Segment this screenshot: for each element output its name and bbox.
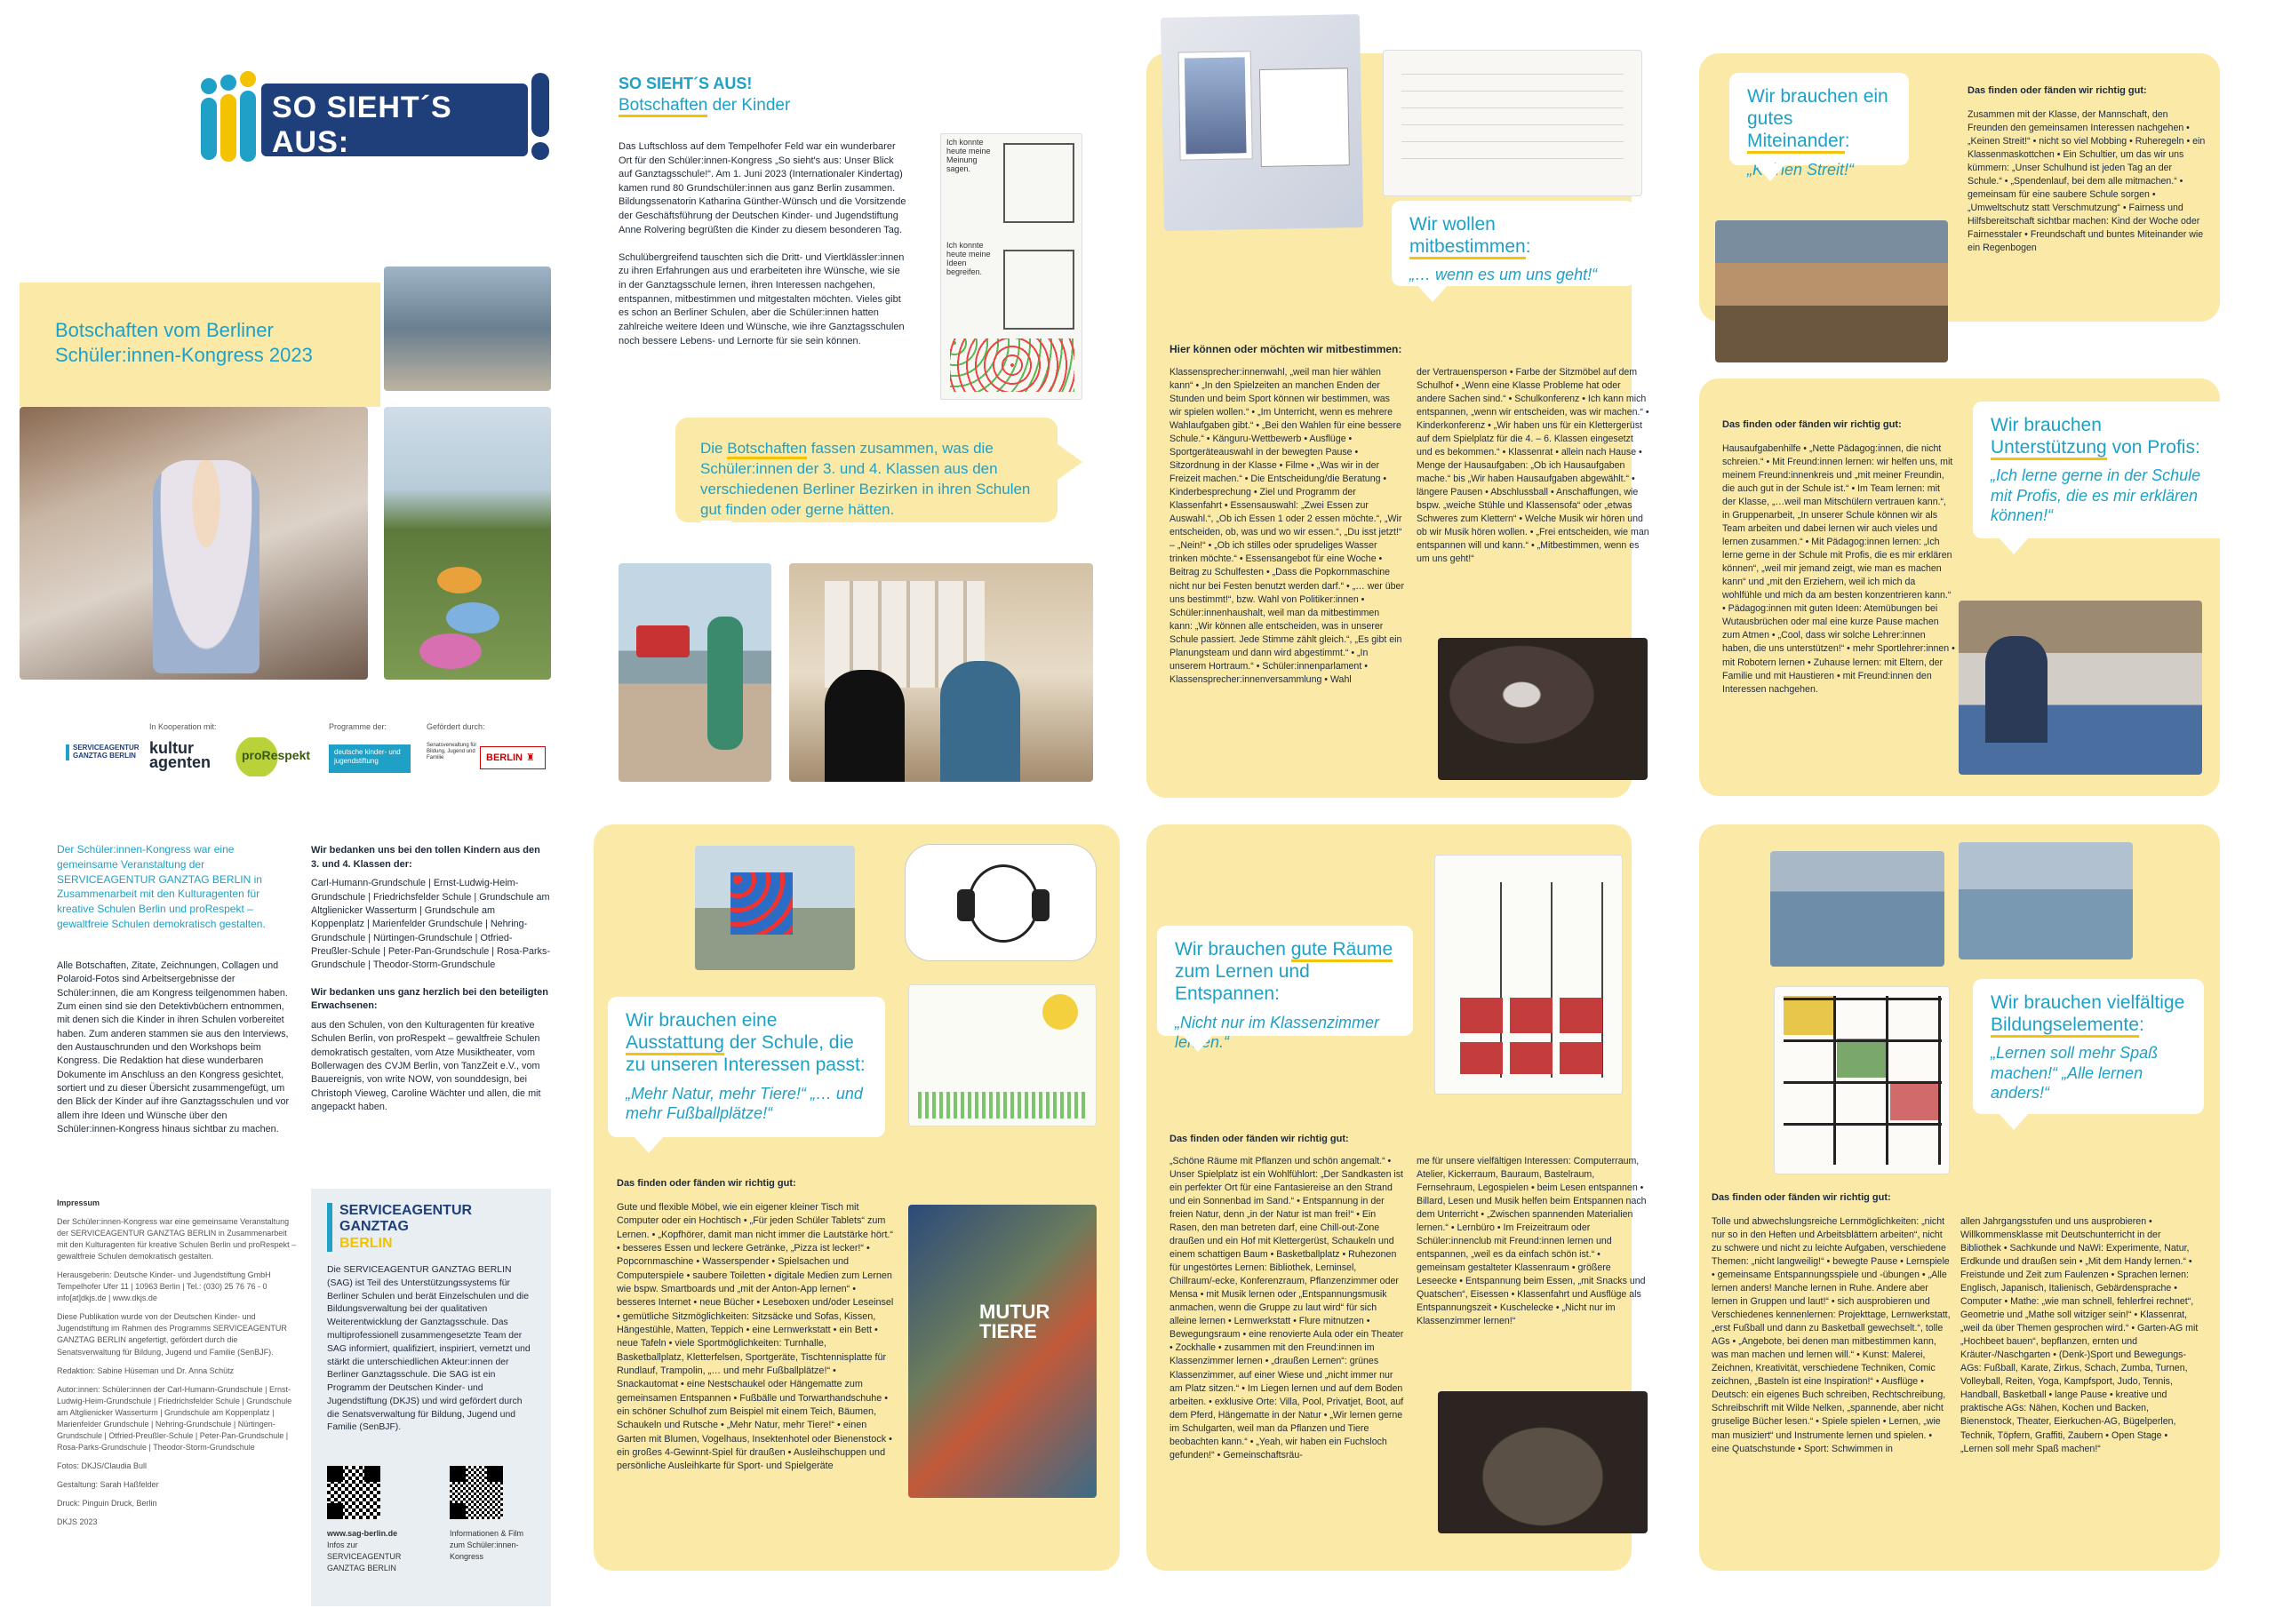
qr-code-film[interactable] — [450, 1466, 503, 1519]
profis-photo — [1959, 601, 2202, 775]
raeume-col2: me für unsere vielfältigen Interessen: Computerraum, Atelier, Kickerraum, Bauraum, Bastelraum, Fernsehraum, Legospielen • beim Lesen entspannen • Billard, Lesen und Musik helfen beim Entspannen nach dem Unterricht • „Zwischen spannenden Materialien lernen.“ • Lernbüro • Im Freizeitraum oder Schüler:innenclub mit Freund:innen lernen und entspannen, „weil es da einfach schön ist.“ • gemeinsam gestalteter Klassenraum • größere Leseecke • Entspannung beim Essen, „mit Snacks und Quatschen“, Eisessen • Klassenfahrt und Ausflüge als Entspannungszeit • Kuschelecke • „Nicht nur im Klassenzimmer lernen!“ — [1417, 1156, 1647, 1327]
four-in-row-photo — [695, 846, 855, 970]
field-photo — [384, 407, 551, 680]
bildung-col2: allen Jahrgangsstufen und uns ausprobieren • Willkommensklasse mit Deutschunterricht in der Bibliothek • Sachkunde und NaWi: Experimente, Natur, Erdkunde und draußen sein • „Mit dem Handy lernen.“ • Freistunde und Zeit zum Faulenzen • Sprachen lernen: Englisch, Japanisch, Italienisch, Gebärdensprache • Computer • Mathe: „wie man schnell, fehlerfrei rechnet“, Geometrie und „Mathe soll witziger sein!“ • Klassenrat, „weil da über Themen gesprochen wird.“ • Garten-AG mit „Hochbeet bauen“, bepflanzen, ernten und Kräuter-/Naschgarten • (Denk-)Sport und Bewegungs-AGs: Fußball, Karate, Zirkus, Schach, Zumba, Turnen, Volleyball, Reiten, Yoga, Kampfsport, Judo, Tennis, Handball, Basketball • lange Pause • kreative und praktische AGs: Nähen, Kochen und Backen, Bienenstock, Theater, Eierkuchen-AG, Bügelperlen, Technik, Töpfern, Graffiti, Zaubern • Open Stage • „Lernen soll mehr Spaß machen!“ — [1960, 1216, 2199, 1454]
headphones-drawing — [905, 844, 1097, 961]
kulturagenten-logo: kultur agenten — [149, 739, 212, 772]
berlin-logo: BERLIN ♜ — [480, 746, 546, 769]
playground-drawing — [908, 984, 1097, 1126]
sag-info-box: SERVICEAGENTUR GANZTAG BERLIN Die SERVICEAGENTUR GANZTAG BERLIN (SAG) ist Teil des Unterstützungssystems für Berliner Schulen und berät Einzelschulen und die Bildungsverwaltung bei der qualitativen Weiterentwicklung der Ganztagsschule. Das multiprofessionell zusammengesetzte Team der SAG informiert, qualifiziert, inspiriert, vernetzt und stärkt die unterschiedlichen Akteur:innen der Berliner Ganztagsschule. Die SAG ist ein Programm der Deutschen Kinder- und Jugendstiftung (DKJS) und wird gefördert durch die Senatsverwaltung für Bildung, Jugend und Familie (SenBJF). www.sag-berlin.de Infos zur SERVICEAGENTUR GANZTAG BERLIN Informationen & Film zum Schüler:innen-Kongress — [311, 1189, 551, 1606]
program-label: Programme der: — [329, 722, 387, 731]
p5-intro: Der Schüler:innen-Kongress war eine gemeinsame Veranstaltung der SERVICEAGENTUR GANZTAG BERLIN in Zusammenarbeit mit den Kulturagenten für kreative Schulen Berlin und proRespekt – gewaltfreie Schulen demokratisch gestalten. — [57, 843, 266, 930]
workshop-photo — [384, 267, 551, 391]
cover-heading: Botschaften vom Berliner Schüler:innen-Kongress 2023 — [55, 319, 313, 366]
drawing-notes-photo — [1383, 50, 1642, 196]
mitbestimmen-col1: Klassensprecher:innenwahl, „weil man hier wählen kann“ • „In den Spielzeiten an manchen Enden der Stunden und beim Sport können wir bestimmen, was wir spielen wollen.“ • „Im Unterricht, wenn es mehrere Wahlaufgaben gibt.“ • „Bei den Wahlen für eine bessere Schule.“ • Känguru-Wettbewerb • Ausflüge • Sportgeräteauswahl in der bewegten Pause • Sitzordnung in der Klasse • Filme • „Was wir in der Freizeit machen.“ • Die Entscheidung/die Beratung • Kinderbesprechung • Ziel und Programm der Klassenfahrt • Essensauswahl: „Zwei Essen zur Auswahl.“, „Ob ich Essen 1 oder 2 essen möchte.“, „Wir entscheiden, ob, was und wo wir essen.“, „Du isst jetzt!“ – „Nein!“ • „Ob ich stilles oder sprudeliges Wasser trinken möchte.“ • Essensangebot für eine Woche • Beitrag zu Schulfesten • „Dass die Popkornmaschine nicht nur bei Festen benutzt werden darf.“ • „… wer über uns bestimmt!“, bzw. Wahl von Politiker:innen • Schüler:innenhaushalt, weil man da mitbestimmen kann: „Wir können alle entscheiden, was in unserer Schule passiert. Jede Stimme zählt gleich.“, „Es gibt ein Planungsteam und dann wird abgestimmt.“ • „In unserem Hortraum.“ • Schüler:innenparlament • Klassensprecher:innenversammlung • Wahl — [1169, 367, 1404, 685]
bildung-col1: Tolle und abwechslungsreiche Lernmöglichkeiten: „nicht nur so in den Heften und Arbeitsblättern arbeiten“, nicht zu schwere und nicht zu leichte Aufgaben, verschiedene Themen: „nicht langweilig!“ • bewegte Pause • Lernspiele • gemeinsame Entspannungsspiele und -übungen • „Alle lernen anders! Manche lernen in Ruhe. Andere aber lernen in Gruppen und laut!“ • sich ausprobieren und Verschiedenes kennenlernen: Projekttage, Lernwerkstatt, „erst Fußball und dann zu Basketball gewechselt.“, tolle AGs • „Angebote, bei denen man mitbestimmen kann, was man machen und lernen will.“ • Kunst: Malerei, Zeichnen, Kreativität, verschiedene Techniken, Comic zeichnen, „Basteln ist eine Inspiration!“ • Ausflüge • Deutsch: ein eigenes Buch schreiben, Rechtschreibung, Schreibschrift mit Wilde Nelken, „spannende, aber nicht gruselige Bücher lesen.“ • Spiele spielen • Lernen, „wie man musiziert“ und Instrumente lernen und spielen. • eine Quatschstunde • Sport: Schwimmen in — [1712, 1216, 1951, 1454]
profis-text: Hausaufgabenhilfe • „Nette Pädagog:innen, die nicht schreien.“ • Mit Freund:innen lernen: wir helfen uns, mit meinem Freund:innenkreis und „mit meiner Freundin, die auch gut in der Schule ist.“ • Im Team lernen: mit der Klasse, „…weil man Mitschülern vertrauen kann.“, in Gruppenarbeit, „In unserer Schule können wir als Team arbeiten und dabei lernen wir auch vieles und lernen zusammen.“ • Mit Pädagog:innen lernen: „Ich lerne gerne in der Schule mit Profis, die es mir erklären können“, „weil mir jemand zeigt, wie man es machen kann“ und „mit den Erziehern, weil ich mich da wohlfühle und mich da am besten konzentrieren kann.“ • Pädagog:innen mit guten Ideen: Atemübungen bei Wutausbrüchen oder mal eine kurze Pause machen zum Atmen • „Cool, dass wir solche Lehrer:innen haben, die uns unterstützen!“ • mehr Sportlehrer:innen • mit Robotern lernen • Zuhause lernen: mit Eltern, der Familie und mit Haustieren • mit Freund:innen den Interessen nachgehen. — [1722, 443, 1955, 695]
coop-label: In Kooperation mit: — [149, 722, 217, 731]
sports-hall-photo-2 — [1959, 842, 2133, 959]
sag-url: www.sag-berlin.de — [327, 1529, 398, 1538]
qr2-label: Informationen & Film zum Schüler:innen-Kongress — [450, 1529, 524, 1562]
polaroid-collage-photo — [1161, 14, 1363, 231]
qr-code-sag[interactable] — [327, 1466, 380, 1519]
p2-kicker: SO SIEHT´S AUS! — [619, 75, 753, 92]
senbjf-logo: Senatsverwaltung für Bildung, Jugend und Familie — [427, 743, 477, 761]
miteinander-bubble: Wir brauchen ein gutes Miteinander: „Keinen Streit!“ — [1729, 73, 1909, 165]
comic-drawing — [1774, 986, 1950, 1174]
sticky-note-1: Ich konnte heute meine Meinung sagen. — [946, 138, 991, 173]
kids-at-wall-photo — [789, 563, 1093, 782]
brand-subtitle-bold: Ganztagsschule — [272, 180, 409, 200]
prorespekt-logo: proRespekt — [233, 737, 313, 776]
p2-intro: Das Luftschloss auf dem Tempelhofer Feld war ein wunderbarer Ort für den Schüler:innen-Kongress „So sieht's aus: Unser Blick auf Ganztagsschule!“. Am 1. Juni 2023 (Internationaler Kindertag) kamen rund 80 Grundschüler:innen aus ganz Berlin zusammen. Bildungssenatorin Katharina Günther-Wünsch und die Vorsitzende der Geschäftsführung der Deutschen Kinder- und Jugendstiftung Anne Rolvering begrüßten die Kinder zu diesem besonderen Tag. Schulübergreifend tauschten sich die Dritt- und Viertklässler:innen zu ihren Erfahrungen aus und erarbeiteten ihre Wünsche, wie sie in der Ganztagsschule lernen, ihren Interessen nachgehen, entspannen, mitbestimmen und mitgestalten möchten. Vieles gibt es schon an Berliner Schulen, aber die Schüler:innen hatten zahlreiche weitere Ideen und Wünsche, wie ihre Ganztagsschulen noch bessere Lebens- und Lernorte für sie sein können. — [619, 141, 906, 346]
kids-relaxing-photo — [1438, 1391, 1648, 1533]
ausstattung-heading: Das finden oder fänden wir richtig gut: — [617, 1178, 796, 1189]
ausstattung-bubble: Wir brauchen eine Ausstattung der Schule, die zu unseren Interessen passt: „Mehr Natur, mehr Tiere!“ „… und mehr Fußballplätze!“ — [608, 997, 885, 1137]
brand-title: SO SIEHT´S AUS: — [272, 91, 452, 159]
dkjs-logo: deutsche kinder- und jugendstiftung — [329, 744, 411, 773]
sticky-notes-photo — [940, 133, 1082, 400]
raeume-col1: „Schöne Räume mit Pflanzen und schön angemalt.“ • Unser Spielplatz ist ein Wohlfühlort: „Der Sandkasten ist ein perfekter Ort für eine Fantasiereise an den Strand und ein Sonnenbad im Sand.“ • Entspannung in der freien Natur, denn „in der Natur ist man frei!“ • Ein Rasen, den man betreten darf, eine Chill-out-Zone draußen und ein Hof mit Klettergerüst, Schaukeln und einem schattigen Baum • Basketballplatz • Ruhezonen für ungestörtes Lernen: Bibliothek, Lerninsel, Chillraum/-ecke, Konferenzraum, Pflanzenzimmer oder Mensa • mit Musik lernen oder „Entspannungsmusik anmachen, wenn die Gruppe zu laut wird“ für sich alleine lernen • Lernwerkstatt • Flure mitnutzen • Bewegungsraum • eine renovierte Aula oder ein Theater • Zockhalle • zusammen mit den Freund:innen im Klassenzimmer lernen • „draußen Lernen“: grünes Klassenzimmer, auf einer Wiese und „nicht immer nur am Platz sitzen.“ • Im Liegen lernen und auf dem Boden arbeiten. • exklusive Orte: Villa, Pool, Privatjet, Boot, auf dem Pferd, Hängematte in der Natur • „Wir lernen gerne im Schulgarten, weil man da Pflanzen und Tiere beobachten kann.“ • „Yeah, wir haben ein Fuchsloch gefunden!“ • Gemeinschaftsräu- — [1169, 1156, 1404, 1461]
ausstattung-text: Gute und flexible Möbel, wie ein eigener kleiner Tisch mit Computer oder ein Hochtisch • „Für jeden Schüler Tablets“ zum Lernen. • „Kopfhörer, damit man nicht immer die Lautstärke hört.“ • besseres Essen und leckere Getränke, „Pizza ist lecker!“ • Popcornmaschine • Wasserspender • Spielsachen und Computerspiele • saubere Toiletten • digitale Medien zum Lernen wie bspw. Smartboards und „mit der Anton-App lernen“ • besseres Internet • neue Bücher • Leseboxen und/oder Leseinsel • gemütliche Sitzmöglichkeiten: Sitzsäcke und Sofas, Kissen, Hängestühle, Matten, Teppich • eine Lernwerkstatt • ein Bett • neue Tafeln • viele Sportmöglichkeiten: Turnhalle, Basketballplatz, Kletterfelsen, Sportgeräte, Tischtennisplatte für Rundlauf, Trampolin, „… und mehr Fußballplätze!“ • Snackautomat • eine Nestschaukel oder Hängematte zum gemeinsamen Entspannen • Fußbälle und Torwarthandschuhe • ein schöner Schulhof zum Beispiel mit einem Teich, Bäumen, Schaukeln und Rutsche • „Mehr Natur, mehr Tiere!“ • einen Garten mit Blumen, Vogelhaus, Insektenhotel oder Bienenstock • ein großes 4-Gewinnt-Spiel für draußen • Ausleihschuppen und persönliche Ausleihkarte für Sport- und Spielgeräte — [617, 1202, 894, 1472]
raeume-heading: Das finden oder fänden wir richtig gut: — [1169, 1134, 1349, 1144]
brand-subtitle: Unser Blick auf — [272, 160, 392, 179]
collage-text: MUTUR TIERE — [979, 1301, 1050, 1342]
masks-group-photo — [1438, 638, 1648, 780]
telescope-photo — [619, 563, 771, 782]
p5-thanks: Wir bedanken uns bei den tollen Kindern aus den 3. und 4. Klassen der: Carl-Humann-Grundschule | Ernst-Ludwig-Heim-Grundschule | Friedrichsfelder Schule | Grundschule am Altglienicker Wasserturm | Grundschule am Koppenplatz | Marienfelder Grundschule | Nehring-Grundschule | Nürtingen-Grundschule | Otfried-Preußler-Schule | Peter-Pan-Grundschule | Rosa-Parks-Grundschule | Theodor-Storm-Grundschule Wir bedanken uns ganz herzlich bei den beteiligten Erwachsenen: aus den Schulen, von den Kulturagenten für kreative Schulen Berlin, von proRespekt – gewaltfreie Schulen demokratisch gestalten, vom Atze Musiktheater, vom Bollerwagen des CVJM Berlin, von TanzZeit e.V., vom Bauereignis, von write NOW, von sounddesign, bei Christoph Vieweg, Caroline Wächter und allen, die mit angepackt haben. — [311, 845, 551, 1113]
p2-title: Botschaften der Kinder — [619, 96, 790, 115]
bildung-heading: Das finden oder fänden wir richtig gut: — [1712, 1192, 1891, 1203]
profis-heading: Das finden oder fänden wir richtig gut: — [1722, 419, 1902, 430]
rooms-drawing — [1434, 855, 1623, 1095]
collage-photo — [908, 1205, 1097, 1498]
funded-label: Gefördert durch: — [427, 722, 485, 731]
brand-logo — [201, 71, 552, 200]
sticky-note-2: Ich konnte heute meine Ideen begreifen. — [946, 241, 991, 276]
kids-table-photo — [1715, 220, 1948, 362]
cover-band — [20, 283, 380, 407]
kids-dancing-photo — [20, 407, 368, 680]
mitbestimmen-heading: Hier können oder möchten wir mitbestimmen: — [1169, 343, 1402, 355]
bildung-bubble: Wir brauchen vielfältige Bildungselemente: „Lernen soll mehr Spaß machen!“ „Alle lernen anders!“ — [1973, 979, 2204, 1114]
p2-bubble: Die Botschaften fassen zusammen, was die Schüler:innen der 3. und 4. Klassen aus den verschiedenen Berliner Bezirken in ihren Schulen gut finden oder gerne hätten. — [675, 418, 1058, 522]
profis-bubble: Wir brauchen Unterstützung von Profis: „Ich lerne gerne in der Schule mit Profis, die es mir erklären können!“ — [1973, 402, 2231, 538]
sag-box-text: Die SERVICEAGENTUR GANZTAG BERLIN (SAG) ist Teil des Unterstützungssystems für Berliner Schulen und berät Einzelschulen und die Bildungsverwaltung bei der qualitativen Weiterentwicklung der Ganztagsschule. Das multiprofessionell zusammengesetzte Team der SAG informiert, qualifiziert, inspiriert, vernetzt und stärkt die unterschiedlichen Akteur:innen der Berliner Ganztagsschule. Die SAG ist ein Programm der Deutschen Kinder- und Jugendstiftung (DKJS) und wird gefördert durch die Senatsverwaltung für Bildung, Jugend und Familie (SenBJF). — [327, 1265, 531, 1433]
sag-logo: SERVICEAGENTUR GANZTAG BERLIN — [66, 744, 137, 760]
p5-body: Alle Botschaften, Zitate, Zeichnungen, Collagen und Polaroid-Fotos sind Arbeitsergebnisse der Schüler:innen, die am Kongress teilgenommen haben. Zum einen sind sie den Detektivbüchern entnommen, mit denen sich die Kinder in ihren Schulen vorbereitet haben. Zum anderen stammen sie aus den Interviews, den Austauschrunden und den Workshops beim Kongress. Die Redaktion hat diese wunderbaren Dokumente im Anschluss an den Kongress gesichtet, sortiert und zu dieser Übersicht zusammengefügt, um den Blick der Kinder auf ihre Ganztagsschulen und vor allem ihre Ideen und Wünsche über den Schüler:innen-Kongress hinaus sichtbar zu machen. — [57, 960, 290, 1134]
miteinander-text: Zusammen mit der Klasse, der Mannschaft, den Freunden den gemeinsamen Interessen nachgehen • „Keinen Streit!“ • nicht so viel Mobbing • Ruheregeln • ein Klassenmaskottchen • Ein Schultier, um das wir uns kümmern: „Unser Schulhund ist jeden Tag an der Schule.“ • „Spendenlauf, bei dem alle mitmachen.“ • gemeinsam für eine saubere Schule sorgen • „Umweltschutz statt Verschmutzung“ • Fairness und Hilfsbereitschaft sichtbar machen: Kind der Woche oder Fairnesstaler • Freundschaft und buntes Miteinander wie ein Regenbogen — [1968, 109, 2206, 254]
mitbestimmen-bubble: Wir wollen mitbestimmen: „… wenn es um uns geht!“ — [1392, 201, 1635, 286]
sag-box-logo: SERVICEAGENTUR GANZTAG BERLIN — [327, 1203, 535, 1252]
impressum: Impressum Der Schüler:innen-Kongress war eine gemeinsame Veranstaltung der SERVICEAGENTUR GANZTAG BERLIN in Zusammenarbeit mit den Kulturagenten für kreative Schulen Berlin und proRespekt – gewaltfreie Schulen demokratisch gestalten. Herausgeberin: Deutsche Kinder- und Jugendstiftung GmbH Tempelhofer Ufer 11 | 10963 Berlin | Tel.: (030) 25 76 76 - 0 info[at]dkjs.de | www.dkjs.de Diese Publikation wurde von der Deutschen Kinder- und Jugendstiftung im Rahmen des Programms SERVICEAGENTUR GANZTAG BERLIN angefertigt, gefördert durch die Senatsverwaltung für Bildung, Jugend und Familie (SenBJF). Redaktion: Sabine Hüseman und Dr. Anna Schütz Autor:innen: Schüler:innen der Carl-Humann-Grundschule | Ernst-Ludwig-Heim-Grundschule | Friedrichsfelder Schule | Grundschule am Altglienicker Wasserturm | Grundschule am Koppenplatz | Marienfelder Grundschule | Nehring-Grundschule | Nürtingen-Grundschule | Otfried-Preußler-Schule | Peter-Pan-Grundschule | Rosa-Parks-Grundschule | Theodor-Storm-Grundschule Fotos: DKJS/Claudia Bull Gestaltung: Sarah Haßfelder Druck: Pinguin Druck, Berlin DKJS 2023 — [57, 1198, 297, 1527]
sports-hall-photo-1 — [1770, 851, 1944, 967]
raeume-bubble: Wir brauchen gute Räume zum Lernen und Entspannen: „Nicht nur im Klassenzimmer lernen.“ — [1157, 926, 1413, 1036]
mitbestimmen-col2: der Vertrauensperson • Farbe der Sitzmöbel auf dem Schulhof • „Wenn eine Klasse Probleme hat oder andere Sachen sind.“ • Schulkonferenz • Ich kann mich entspannen, „wenn wir entscheiden, was wir machen.“ • Kinderkonferenz • „Wir haben uns für ein Klettergerüst auf dem Spielplatz für die 4. – 6. Klassen eingesetzt und es bekommen.“ • Klassenrat • allein nach Hause • Menge der Hausaufgaben: „Ob ich Hausaufgaben mache.“ bis „Wir haben Hausaufgaben abgewählt.“ • längere Pausen • Abschlussball • Anschaffungen, wie bspw. „weiche Stühle und Klassensofa“ oder „etwas Schweres zum Klettern“ • Welche Musik wir hören und ob wir Musik hören wollen. • „Frei entscheiden, wie man entspannen will und kann.“ • „Mitbestimmen, wenn es um uns geht!“ — [1417, 367, 1649, 565]
miteinander-heading: Das finden oder fänden wir richtig gut: — [1968, 85, 2147, 96]
